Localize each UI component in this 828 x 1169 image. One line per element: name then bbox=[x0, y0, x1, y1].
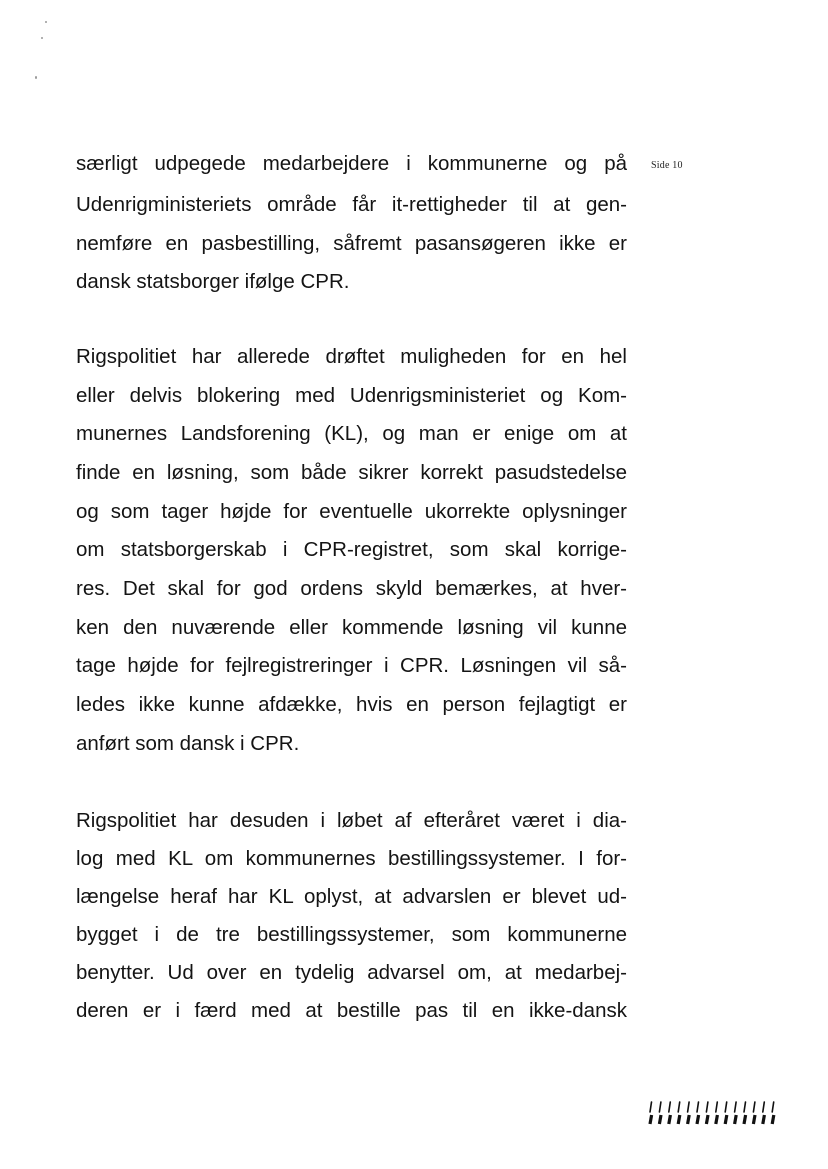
text-line: log med KL om kommunernes bestillingssystemer. I for- bbox=[76, 847, 627, 870]
footer-mark-stroke bbox=[753, 1115, 755, 1124]
text-line: finde en løsning, som både sikrer korrekt pasudstedelse bbox=[76, 461, 627, 484]
footer-mark-stroke bbox=[753, 1102, 755, 1112]
footer-mark-stroke bbox=[725, 1102, 727, 1112]
footer-mark-stroke bbox=[688, 1102, 690, 1112]
footer-mark-stroke bbox=[706, 1102, 708, 1112]
footer-mark-stroke bbox=[706, 1115, 708, 1124]
text-line: Rigspolitiet har desuden i løbet af efteråret været i dia- bbox=[76, 809, 627, 832]
footer-mark-stroke bbox=[763, 1115, 765, 1124]
footer-mark-stroke bbox=[772, 1102, 774, 1112]
footer-mark-stroke bbox=[716, 1102, 718, 1112]
text-line: Udenrigministeriets område får it-rettigheder til at gen- bbox=[76, 193, 627, 216]
text-line: munernes Landsforening (KL), og man er enige om at bbox=[76, 422, 627, 445]
text-line: ken den nuværende eller kommende løsning vil kunne bbox=[76, 616, 627, 639]
footer-mark-stroke bbox=[669, 1102, 671, 1112]
footer-mark-stroke bbox=[744, 1115, 746, 1124]
footer-mark-stroke bbox=[669, 1115, 671, 1124]
text-line: dansk statsborger ifølge CPR. bbox=[76, 270, 350, 293]
page-number-label: Side 10 bbox=[651, 160, 683, 171]
text-line: længelse heraf har KL oplyst, at advarslen er blevet ud- bbox=[76, 885, 627, 908]
text-line: res. Det skal for god ordens skyld bemærkes, at hver- bbox=[76, 577, 627, 600]
footer-mark-stroke bbox=[697, 1115, 699, 1124]
scan-speck bbox=[45, 21, 47, 23]
text-line: særligt udpegede medarbejdere i kommunerne og på bbox=[76, 152, 627, 175]
footer-mark-stroke bbox=[697, 1102, 699, 1112]
footer-mark-stroke bbox=[678, 1102, 680, 1112]
footer-mark-stroke bbox=[735, 1115, 737, 1124]
footer-mark-stroke bbox=[659, 1115, 661, 1124]
footer-mark-stroke bbox=[650, 1102, 652, 1112]
footer-mark-stroke bbox=[688, 1115, 690, 1124]
footer-mark-stroke bbox=[735, 1102, 737, 1112]
text-line: deren er i færd med at bestille pas til en ikke-dansk bbox=[76, 999, 627, 1022]
text-line: tage højde for fejlregistreringer i CPR. Løsningen vil så- bbox=[76, 654, 627, 677]
text-line: eller delvis blokering med Udenrigsministeriet og Kom- bbox=[76, 384, 627, 407]
footer-mark-stroke bbox=[772, 1115, 774, 1124]
text-line: og som tager højde for eventuelle ukorrekte oplysninger bbox=[76, 500, 627, 523]
footer-mark-stroke bbox=[650, 1115, 652, 1124]
text-line: om statsborgerskab i CPR-registret, som skal korrige- bbox=[76, 538, 627, 561]
text-line: bygget i de tre bestillingssystemer, som kommunerne bbox=[76, 923, 627, 946]
text-line: benytter. Ud over en tydelig advarsel om, at medarbej- bbox=[76, 961, 627, 984]
scan-speck bbox=[35, 76, 37, 79]
text-line: anført som dansk i CPR. bbox=[76, 732, 300, 755]
text-line: nemføre en pasbestilling, såfremt pasansøgeren ikke er bbox=[76, 232, 627, 255]
footer-mark-stroke bbox=[763, 1102, 765, 1112]
footer-mark-stroke bbox=[725, 1115, 727, 1124]
text-line: Rigspolitiet har allerede drøftet muligheden for en hel bbox=[76, 345, 627, 368]
barcode-slash-icon bbox=[646, 1100, 782, 1126]
scan-speck bbox=[41, 37, 43, 39]
footer-mark-stroke bbox=[678, 1115, 680, 1124]
footer-mark-stroke bbox=[744, 1102, 746, 1112]
footer-mark-stroke bbox=[716, 1115, 718, 1124]
footer-mark-stroke bbox=[659, 1102, 661, 1112]
text-line: ledes ikke kunne afdække, hvis en person fejlagtigt er bbox=[76, 693, 627, 716]
